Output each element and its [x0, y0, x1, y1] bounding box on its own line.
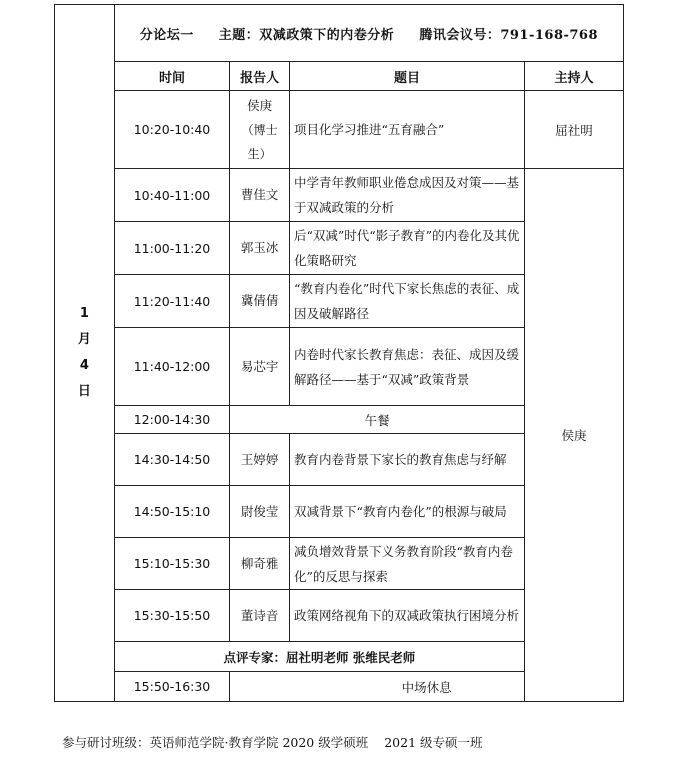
- session-topic: 中学青年教师职业倦怠成因及对策——基于双减政策的分析: [289, 169, 524, 222]
- footer-extra: 2021 级专硕一班: [384, 735, 483, 750]
- reporter-note: （博士生）: [241, 122, 278, 161]
- forum-title: [114, 5, 623, 62]
- session-topic: 政策网络视角下的双减政策执行困境分析: [289, 590, 524, 642]
- session-topic: 后“双减”时代“影子教育”的内卷化及其优化策略研究: [289, 222, 524, 275]
- session-topic: 教育内卷背景下家长的教育焦虑与纾解: [289, 434, 524, 486]
- break-time: 15:50-16:30: [114, 672, 229, 702]
- session-reporter: 易芯宇: [230, 328, 290, 406]
- session-topic: 双减背景下“教育内卷化”的根源与破局: [289, 486, 524, 538]
- session-time: 15:30-15:50: [114, 590, 229, 642]
- session-time: 14:30-14:50: [114, 434, 229, 486]
- session-time: 10:20-10:40: [114, 91, 229, 169]
- session-time: 10:40-11:00: [114, 169, 229, 222]
- session-topic: 减负增效背景下义务教育阶段“教育内卷化”的反思与探索: [289, 538, 524, 590]
- session-topic: 内卷时代家长教育焦虑：表征、成因及缓解路径——基于“双减”政策背景: [289, 328, 524, 406]
- schedule-table: [54, 4, 624, 702]
- meeting-id: 腾讯会议号：791-168-768: [419, 27, 599, 43]
- footer-classes: [62, 733, 499, 751]
- header-topic: 题目: [289, 62, 524, 91]
- header-reporter: 报告人: [230, 62, 290, 91]
- lunch-time: 12:00-14:30: [114, 406, 229, 434]
- session-time: 11:40-12:00: [114, 328, 229, 406]
- footer-label: 参与研讨班级：英语师范学院·教育学院 2020 级学硕班: [62, 735, 369, 750]
- session-topic: “教育内卷化”时代下家长焦虑的表征、成因及破解路径: [289, 275, 524, 328]
- date-char: 日: [77, 384, 91, 399]
- session-reporter: 冀倩倩: [230, 275, 290, 328]
- date-char: 4: [79, 358, 89, 373]
- host-morning: 屈社明: [524, 91, 623, 169]
- break-row: [55, 672, 624, 702]
- session-reporter: 尉俊莹: [230, 486, 290, 538]
- date-char: 1: [79, 306, 89, 321]
- review-experts: 点评专家：屈社明老师 张维民老师: [114, 642, 524, 672]
- session-reporter: 曹佳文: [230, 169, 290, 222]
- reporter-name: 侯庚: [247, 97, 273, 113]
- session-reporter: 董诗音: [230, 590, 290, 642]
- forum-title-row: [55, 5, 624, 62]
- session-time: 15:10-15:30: [114, 538, 229, 590]
- break-label: 中场休息: [230, 672, 624, 702]
- date-char: 月: [77, 332, 91, 347]
- table-row: [55, 91, 624, 169]
- host-afternoon: 侯庚: [524, 169, 623, 702]
- header-time: 时间: [114, 62, 229, 91]
- session-reporter: 王婷婷: [230, 434, 290, 486]
- session-time: 14:50-15:10: [114, 486, 229, 538]
- header-host: 主持人: [524, 62, 623, 91]
- header-row: [55, 62, 624, 91]
- forum-theme: 主题：双减政策下的内卷分析: [218, 27, 395, 43]
- date-cell: [55, 5, 115, 702]
- session-time: 11:20-11:40: [114, 275, 229, 328]
- session-reporter: 柳奇雅: [230, 538, 290, 590]
- table-row: [55, 169, 624, 222]
- sub-forum-label: 分论坛一: [139, 27, 194, 43]
- session-topic: 项目化学习推进“五育融合”: [289, 91, 524, 169]
- session-reporter: [230, 91, 290, 169]
- lunch-label: 午餐: [230, 406, 525, 434]
- session-time: 11:00-11:20: [114, 222, 229, 275]
- session-reporter: 郭玉冰: [230, 222, 290, 275]
